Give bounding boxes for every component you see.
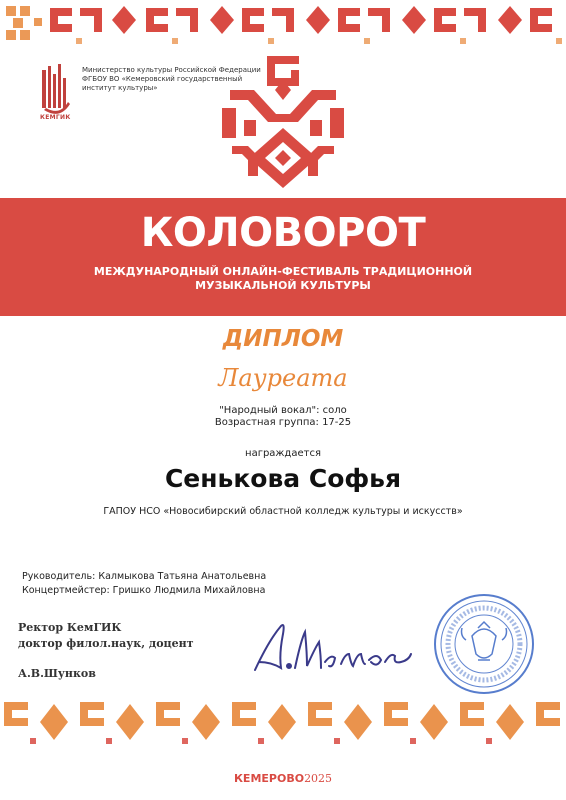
signatory-name: А.В.Шунков xyxy=(18,667,96,680)
leader-line: Руководитель: Калмыкова Татьяна Анатольевна xyxy=(22,571,267,582)
ministry-line: Министерство культуры Российской Федерации xyxy=(82,66,261,74)
staff-block xyxy=(22,570,266,598)
logo-caption: КЕМГИК xyxy=(40,114,71,121)
nomination-block xyxy=(0,405,566,429)
subtitle-line: МЕЖДУНАРОДНЫЙ ОНЛАЙН-ФЕСТИВАЛЬ ТРАДИЦИОННОЙ xyxy=(93,265,473,278)
festival-subtitle xyxy=(0,265,566,293)
signature-image xyxy=(245,612,425,682)
diploma-heading: ДИПЛОМ xyxy=(222,326,344,352)
signatory-degree: доктор филол.наук, доцент xyxy=(18,637,194,650)
ministry-line: ФГБОУ ВО «Кемеровский государственный xyxy=(82,75,243,83)
signatory-title xyxy=(18,620,194,652)
bottom-ornament xyxy=(0,692,566,752)
ministry-line: институт культуры» xyxy=(82,84,158,92)
awarded-label: награждается xyxy=(245,448,321,459)
top-ornament xyxy=(0,0,566,50)
age-group: Возрастная группа: 17-25 xyxy=(214,417,352,428)
diploma-degree: Лауреата xyxy=(218,364,348,392)
year: 2025 xyxy=(304,772,333,785)
city: КЕМЕРОВО xyxy=(233,772,305,785)
city-year xyxy=(0,772,566,785)
folk-emblem xyxy=(222,50,344,200)
kemgik-logo xyxy=(40,62,80,120)
recipient-organization: ГАПОУ НСО «Новосибирский областной колледж культуры и искусств» xyxy=(103,506,463,517)
accompanist-line: Концертмейстер: Гришко Людмила Михайловна xyxy=(22,585,266,596)
signatory-position: Ректор КемГИК xyxy=(18,621,122,634)
festival-title: КОЛОВОРОТ xyxy=(140,210,426,256)
official-stamp xyxy=(432,592,536,696)
nomination: "Народный вокал": соло xyxy=(219,405,347,416)
subtitle-line: МУЗЫКАЛЬНОЙ КУЛЬТУРЫ xyxy=(195,279,371,292)
recipient-name: Сенькова Софья xyxy=(164,464,402,493)
